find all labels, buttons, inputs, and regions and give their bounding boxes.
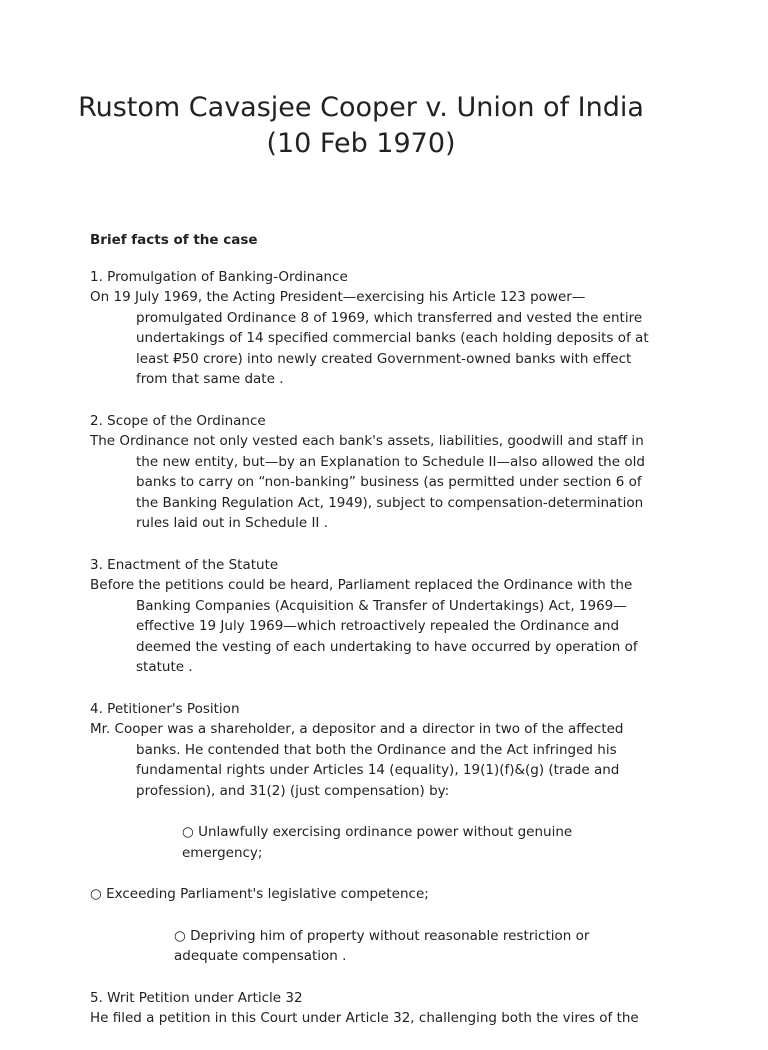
fact-title: 3. Enactment of the Statute — [90, 556, 279, 573]
fact-title: 1. Promulgation of Banking-Ordinance — [90, 268, 348, 285]
fact-text: Mr. Cooper was a shareholder, a depositor and a director in two of the affected banks. He contended that both the Ordinance and the Act infringed his fundamental rights under Articles 14 (equality), 19(1)(f)&(g) (trade and profession), and 31(2) (just compensation) by: — [90, 721, 624, 799]
fact-section-1 — [90, 267, 650, 390]
bullet-item — [90, 926, 650, 967]
bullet-text: ○ Depriving him of property without reasonable restriction or adequate compensation . — [174, 927, 590, 964]
title-line-1: Rustom Cavasjee Cooper v. Union of India — [78, 92, 644, 123]
fact-title: 5. Writ Petition under Article 32 — [90, 989, 303, 1006]
fact-text: On 19 July 1969, the Acting President—exercising his Article 123 power—promulgated Ordinance 8 of 1969, which transferred and vested the entire undertakings of 14 specified commercial banks (each holding deposits of at least ₽50 crore) into newly created Government-owned banks with effect from that same date . — [90, 289, 649, 387]
fact-text: He filed a petition in this Court under Article 32, challenging both the vires of the — [90, 1010, 639, 1026]
title-line-2: (10 Feb 1970) — [266, 128, 456, 159]
bullet-item: ○ Unlawfully exercising ordinance power without genuine emergency; — [182, 824, 573, 861]
fact-text: The Ordinance not only vested each bank's assets, liabilities, goodwill and staff in the new entity, but—by an Explanation to Schedule II—also allowed the old banks to carry on “non-banking” business (as permitted under section 6 of the Banking Regulation Act, 1949), subject to compensation-determination rules laid out in Schedule II . — [90, 433, 645, 531]
section-heading: Brief facts of the case — [90, 232, 258, 248]
fact-section-5 — [90, 988, 650, 1029]
fact-text: Before the petitions could be heard, Parliament replaced the Ordinance with the Banking Companies (Acquisition & Transfer of Undertakings) Act, 1969—effective 19 July 1969—which retroactively repealed the Ordinance and deemed the vesting of each undertaking to have occurred by operation of statute . — [90, 577, 638, 675]
fact-section-4 — [90, 699, 650, 802]
bullet-item: ○ Exceeding Parliament's legislative competence; — [90, 886, 429, 902]
fact-section-2 — [90, 411, 650, 534]
document-body — [90, 230, 650, 1050]
document-title — [0, 90, 722, 162]
fact-section-3 — [90, 555, 650, 678]
fact-title: 2. Scope of the Ordinance — [90, 412, 266, 429]
fact-title: 4. Petitioner's Position — [90, 700, 240, 717]
